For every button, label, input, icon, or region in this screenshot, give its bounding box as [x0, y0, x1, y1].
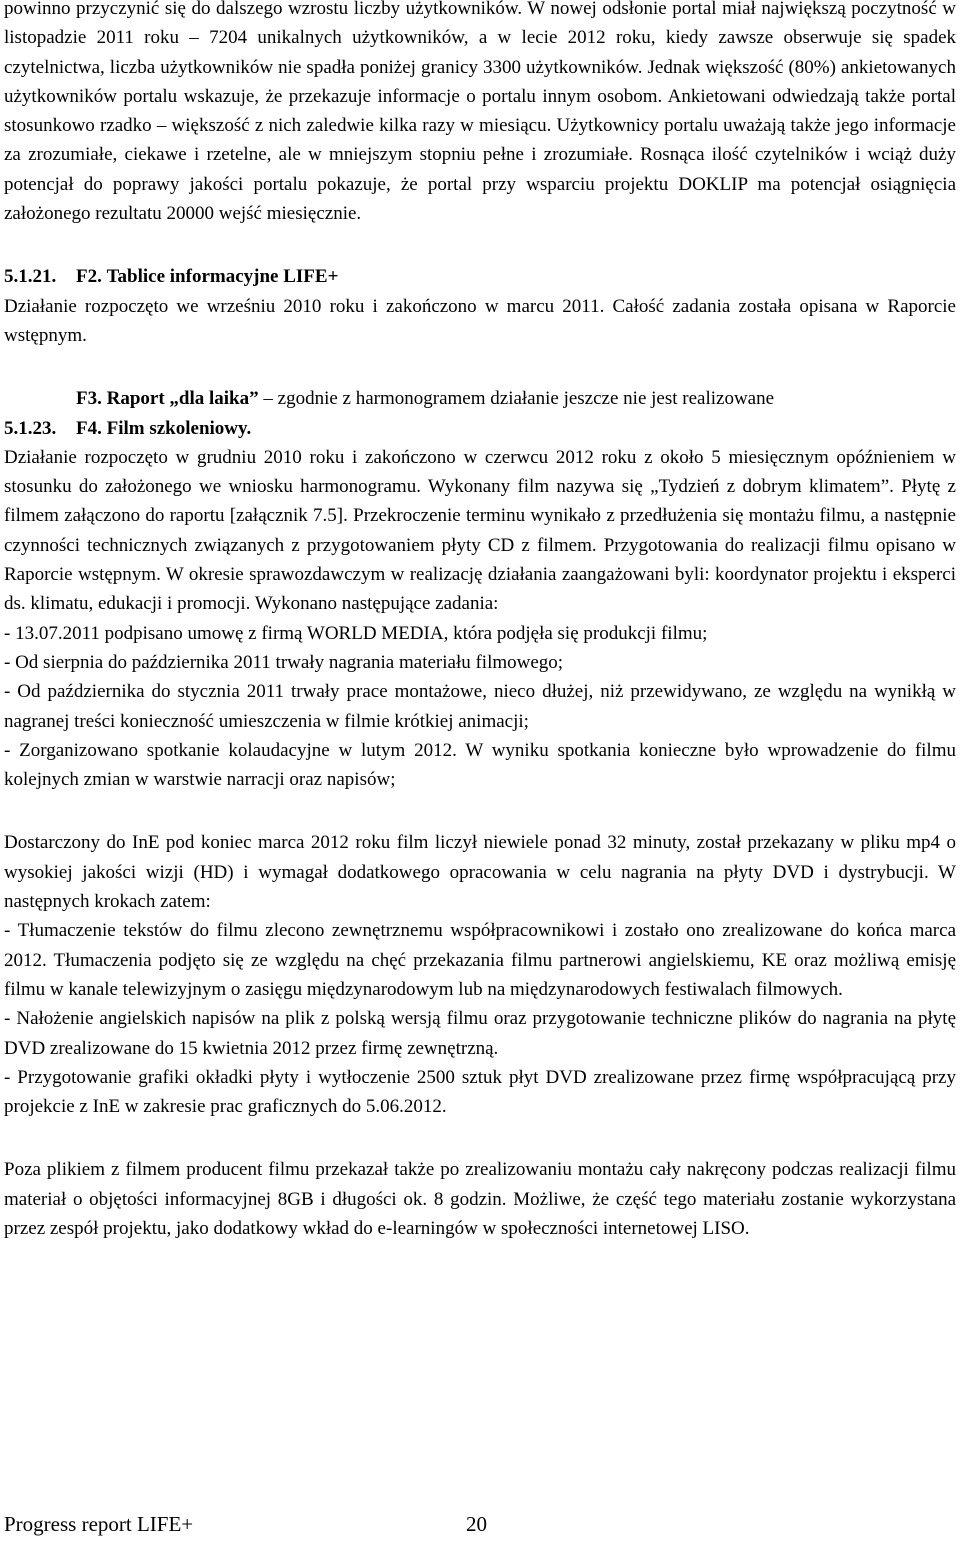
document-page: [4, 0, 956, 1243]
section-number: 5.1.21.: [4, 266, 57, 288]
section-code: F3.: [76, 388, 102, 410]
list-item: - Przygotowanie grafiki okładki płyty i wytłoczenie 2500 sztuk płyt DVD zrealizowane przez firmę współpracującą przy projekcie z InE w zakresie prac graficznych do 5.06.2012.: [4, 1066, 956, 1118]
section-title: Film szkoleniowy.: [106, 417, 252, 439]
list-item: - Od października do stycznia 2011 trwały prace montażowe, nieco dłużej, niż przewidywano, ze względu na wynikłą w nagranej treści konieczność umieszczenia w filmie krótkiej animacji;: [4, 681, 956, 732]
paragraph-f4-intro: Działanie rozpoczęto w grudniu 2010 roku i zakończono w czerwcu 2012 roku z około 5 miesięcznym opóźnieniem w stosunku do założonego we wniosku harmonogramu. Wykonany film nazywa się „Tydzień z dobrym klimatem”. Płytę z filmem załączono do raportu [załącznik 7.5]. Przekroczenie terminu wynikało z przedłużenia się montażu filmu, a następnie czynności technicznych związanych z przygotowaniem płyty CD z filmem. Przygotowania do realizacji filmu opisano w Raporcie wstępnym. W okresie sprawozdawczym w realizację działania zaangażowani byli: koordynator projektu i eksperci ds. klimatu, edukacji i promocji. Wykonano następujące zadania:: [4, 446, 956, 615]
list-item: - Od sierpnia do października 2011 trwały nagrania materiału filmowego;: [4, 651, 564, 673]
section-heading-f2: [4, 262, 956, 291]
list-item: - 13.07.2011 podpisano umowę z firmą WORLD MEDIA, która podjęła się produkcji filmu;: [4, 622, 708, 644]
page-footer: [4, 1511, 487, 1537]
paragraph-film-delivery: Dostarczony do InE pod koniec marca 2012 roku film liczył niewiele ponad 32 minuty, został przekazany w pliku mp4 o wysokiej jakości wizji (HD) i wymagał dodatkowego opracowania w celu nagrania na płyty DVD i dystrybucji. W następnych krokach zatem:: [4, 832, 956, 913]
footer-label: Progress report LIFE+: [4, 1512, 194, 1536]
section-code: F4.: [76, 417, 102, 439]
section-number: 5.1.23.: [4, 417, 57, 439]
paragraph-portal-readership: powinno przyczynić się do dalszego wzrostu liczby użytkowników. W nowej odsłonie portal miał największą poczytność w listopadzie 2011 roku – 7204 unikalnych użytkowników, a w lecie 2012 roku, kiedy zawsze obserwuje się spadek czytelnictwa, liczba użytkowników nie spadła poniżej granicy 3300 użytkowników. Jednak większość (80%) ankietowanych użytkowników portalu wskazuje, że przekazuje informacje o portalu innym osobom. Ankietowani odwiedzają także portal stosunkowo rzadko – większość z nich zaledwie kilka razy w miesiącu. Użytkownicy portalu uważają także jego informacje za zrozumiałe, ciekawe i rzetelne, ale w mniejszym stopniu pełne i zrozumiałe. Rosnąca ilość czytelników i wciąż duży potencjał do poprawy jakości portalu pokazuje, że portal przy wsparciu projektu DOKLIP ma potencjał osiągnięcia założonego rezultatu 20000 wejść miesięcznie.: [4, 0, 956, 225]
section-title-note: – zgodnie z harmonogramem działanie jeszcze nie jest realizowane: [258, 388, 775, 410]
section-heading-f3: [4, 384, 956, 413]
paragraph-closing: Poza plikiem z filmem producent filmu przekazał także po zrealizowaniu montażu cały nakręcony podczas realizacji filmu materiał o objętości informacyjnej 8GB i długości ok. 8 godzin. Możliwe, że część tego materiału zostanie wykorzystana przez zespół projektu, jako dodatkowy wkład do e-learningów w społeczności internetowej LISO.: [4, 1159, 956, 1239]
list-item: - Zorganizowano spotkanie kolaudacyjne w lutym 2012. W wyniku spotkania konieczne było wprowadzenie do filmu kolejnych zmian w warstwie narracji oraz napisów;: [4, 739, 956, 791]
page-number: 20: [466, 1512, 487, 1536]
section-title: Tablice informacyjne LIFE+: [106, 266, 339, 288]
section-number: [4, 384, 76, 413]
section-title: Raport „dla laika”: [106, 388, 259, 410]
list-item: - Nałożenie angielskich napisów na plik z polską wersją filmu oraz przygotowanie techniczne plików do nagrania na płytę DVD zrealizowane do 15 kwietnia 2012 przez firmę zewnętrzną.: [4, 1008, 956, 1059]
paragraph-f2-body: Działanie rozpoczęto we wrześniu 2010 roku i zakończono w marcu 2011. Całość zadania została opisana w Raporcie wstępnym.: [4, 295, 956, 346]
list-item: - Tłumaczenie tekstów do filmu zlecono zewnętrznemu współpracownikowi i zostało ono zrealizowane do końca marca 2012. Tłumaczenia podjęto się ze względu na chęć przekazania filmu partnerowi angielskiemu, KE oraz możliwą emisję filmu w kanale telewizyjnym o zasięgu międzynarodowym lub na międzynarodowych festiwalach filmowych.: [4, 920, 956, 1000]
section-heading-f4: [4, 414, 956, 443]
section-code: F2.: [76, 266, 102, 288]
